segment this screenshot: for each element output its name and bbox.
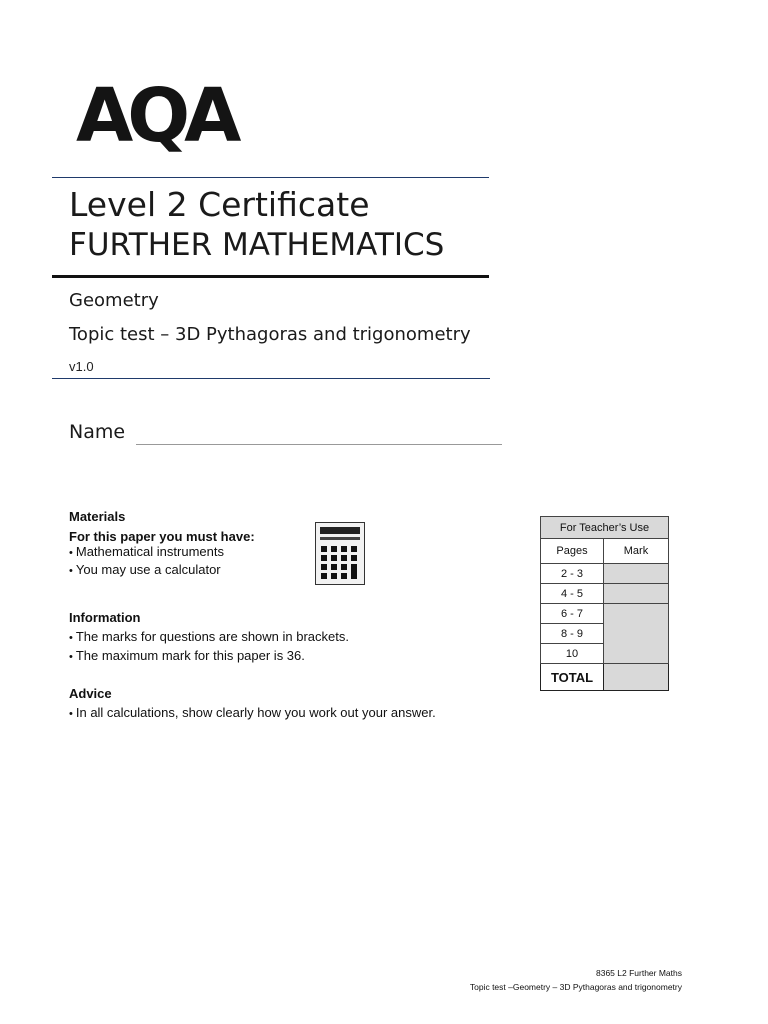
pages-cell: 4 - 5: [541, 584, 604, 604]
total-mark-cell[interactable]: [604, 664, 669, 691]
mark-cell[interactable]: [604, 604, 669, 664]
mark-cell[interactable]: [604, 584, 669, 604]
information-item: • The maximum mark for this paper is 36.: [69, 648, 305, 663]
topic-test-title: Topic test – 3D Pythagoras and trigonometry: [69, 324, 471, 345]
pages-cell: 8 - 9: [541, 624, 604, 644]
pages-cell: 10: [541, 644, 604, 664]
version-label: v1.0: [69, 359, 94, 374]
name-input-line[interactable]: [136, 444, 502, 445]
advice-item: • In all calculations, show clearly how you work out your answer.: [69, 705, 436, 720]
information-heading: Information: [69, 610, 141, 625]
total-label: TOTAL: [541, 664, 604, 691]
topic-area: Geometry: [69, 290, 159, 311]
teacher-use-table: [540, 516, 669, 691]
information-item: • The marks for questions are shown in brackets.: [69, 629, 349, 644]
footer-code: 8365 L2 Further Maths: [596, 968, 682, 978]
materials-heading: Materials: [69, 509, 126, 524]
qualification-level: Level 2 Certificate: [69, 185, 370, 224]
top-divider: [52, 177, 489, 178]
calculator-icon: [315, 522, 365, 585]
materials-subheading: For this paper you must have:: [69, 529, 255, 544]
pages-cell: 6 - 7: [541, 604, 604, 624]
materials-item: • You may use a calculator: [69, 562, 221, 577]
version-divider: [52, 378, 490, 379]
materials-item: • Mathematical instruments: [69, 544, 224, 559]
subject-title: FURTHER MATHEMATICS: [69, 227, 445, 263]
name-label: Name: [69, 421, 126, 443]
aqa-logo: AQA: [76, 73, 236, 159]
footer-title: Topic test –Geometry – 3D Pythagoras and trigonometry: [469, 982, 682, 992]
teacher-table-title: For Teacher’s Use: [541, 517, 669, 539]
mark-column-header: Mark: [604, 539, 669, 564]
pages-column-header: Pages: [541, 539, 604, 564]
advice-heading: Advice: [69, 686, 112, 701]
mark-cell[interactable]: [604, 564, 669, 584]
pages-cell: 2 - 3: [541, 564, 604, 584]
title-underline: [52, 275, 489, 278]
